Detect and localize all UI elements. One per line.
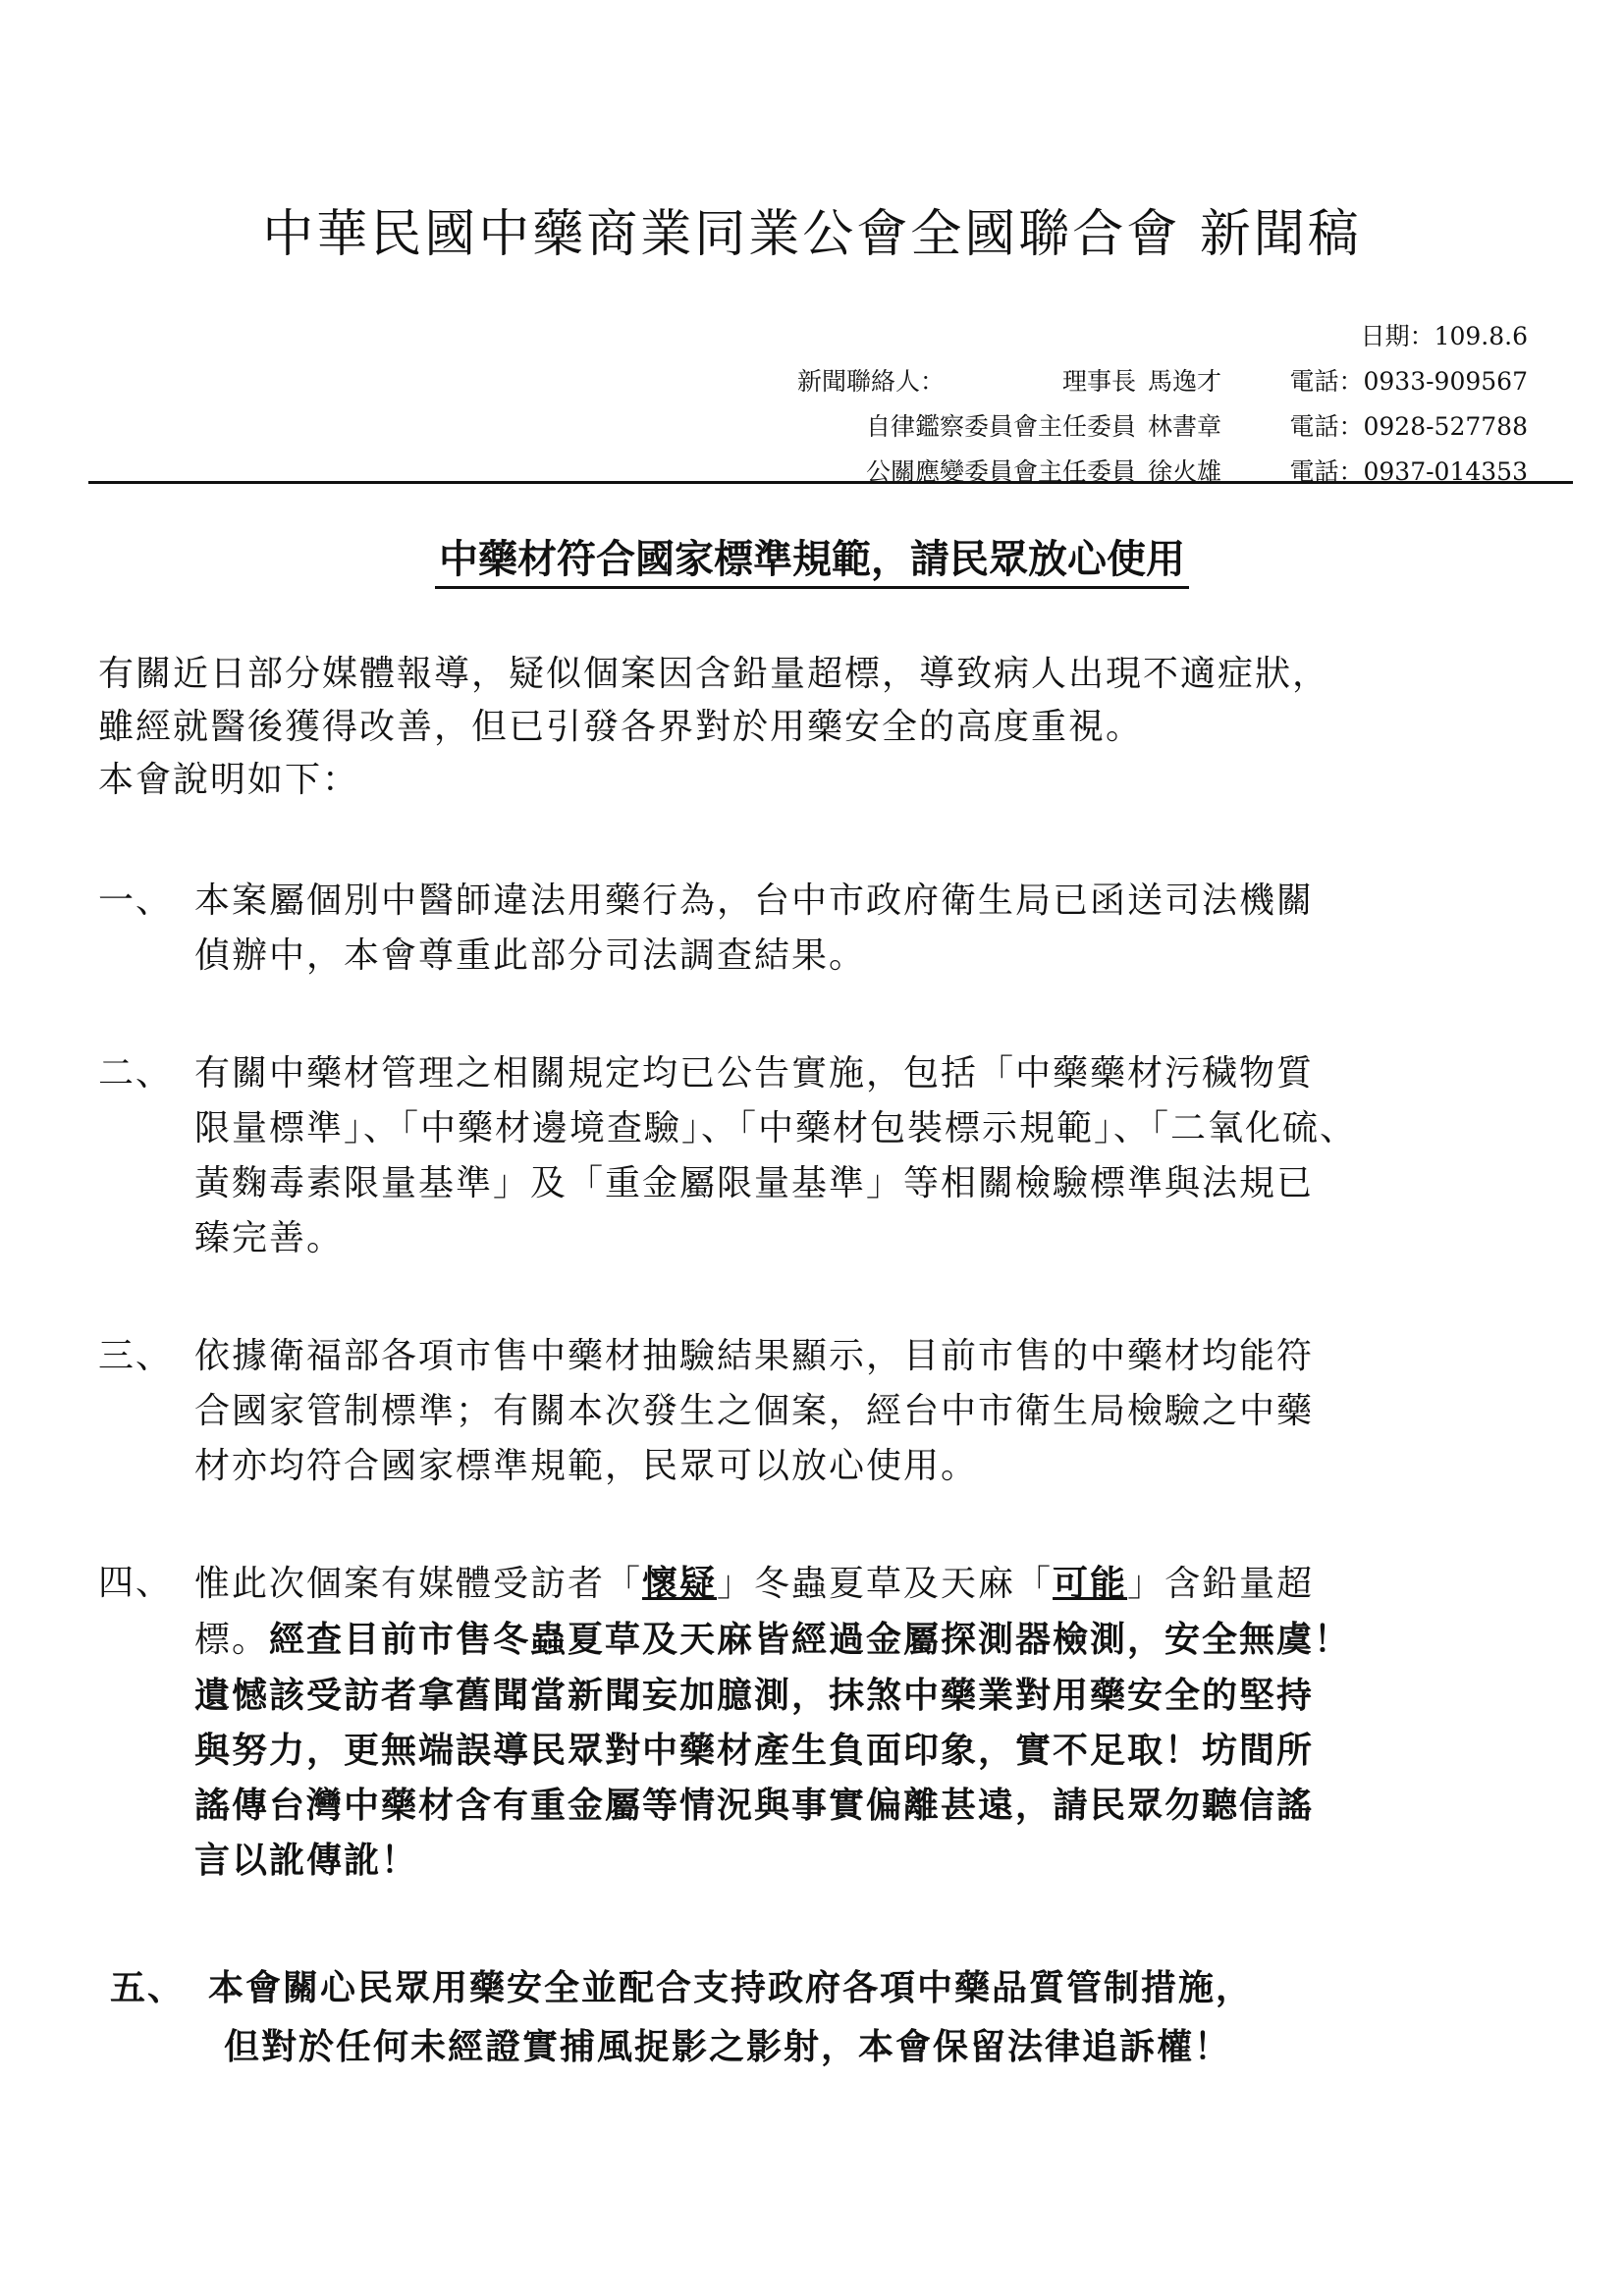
intro-line: 有關近日部分媒體報導，疑似個案因含鉛量超標，導致病人出現不適症狀， [98,654,1330,694]
item-text: 」含鉛量超 [1127,1564,1315,1604]
headline [0,528,1624,584]
item-number: 四、 [98,1563,174,1603]
contact-row [797,404,1528,450]
intro-line: 本會說明如下： [98,760,360,800]
item-body [194,1046,1532,1266]
emphasis-text: 可能 [1053,1563,1128,1604]
item-line: 言以訛傳訛！ [194,1840,419,1881]
item-line: 材亦均符合國家標準規範，民眾可以放心使用。 [194,1446,979,1486]
item-text: 惟此次個案有媒體受訪者「 [194,1564,643,1604]
intro-line: 雖經就醫後獲得改善，但已引發各界對於用藥安全的高度重視。 [98,707,1144,747]
contact-label: 新聞聯絡人： [796,367,945,396]
contact-role: 理事長 [1061,367,1136,396]
document-title: 中華民國中藥商業同業公會全國聯合會 新聞稿 [262,205,1362,264]
contact-row [797,359,1528,404]
item-line: 黃麴毒素限量基準」及「重金屬限量基準」等相關檢驗標準與法規已 [194,1163,1315,1203]
item-five [110,1958,1543,2076]
contact-name: 馬逸才 [1147,367,1221,396]
item-number: 二、 [98,1053,174,1094]
contact-row [797,450,1528,495]
item-four [98,1556,1532,1888]
item-line: 本案屬個別中醫師違法用藥行為，台中市政府衛生局已函送司法機關 [194,881,1315,921]
contact-name: 徐火雄 [1147,457,1221,486]
contact-phone: 電話：0937-014353 [1289,457,1528,486]
item-body [194,1556,1532,1888]
item-line: 依據衛福部各項市售中藥材抽驗結果顯示，目前市售的中藥材均能符 [194,1336,1315,1376]
item-text: 」冬蟲夏草及天麻「 [717,1564,1054,1604]
item-three [98,1329,1532,1494]
item-line [110,1958,1543,2017]
headline-text: 中藥材符合國家標準規範，請民眾放心使用 [435,536,1189,589]
item-number: 三、 [98,1336,174,1376]
item-line: 謠傳台灣中藥材含有重金屬等情況與事實偏離甚遠，請民眾勿聽信謠 [194,1785,1315,1826]
item-line: 偵辦中，本會尊重此部分司法調查結果。 [194,935,867,976]
item-body [194,874,1532,984]
item-line [194,1612,1532,1668]
header-divider [88,481,1573,484]
contact-role: 自律鑑察委員會主任委員 [865,412,1136,441]
intro-paragraph [98,648,1532,807]
item-line: 與努力，更無端誤導民眾對中藥材產生負面印象，實不足取！坊間所 [194,1730,1315,1771]
item-line [194,1556,1532,1612]
item-body [194,1329,1532,1494]
item-line: 限量標準」、「中藥材邊境查驗」、「中藥材包裝標示規範」、「二氧化硫、 [194,1108,1358,1148]
item-line: 但對於任何未經證實捕風捉影之影射，本會保留法律追訴權！ [224,2026,1232,2067]
contact-phone: 電話：0928-527788 [1289,412,1528,441]
item-text: 標。 [194,1620,270,1660]
contact-role: 公關應變委員會主任委員 [865,457,1136,486]
contact-info [797,314,1528,495]
bold-text: 經查目前市售冬蟲夏草及天麻皆經過金屬探測器檢測，安全無虞！ [269,1619,1352,1660]
item-line: 合國家管制標準；有關本次發生之個案，經台中市衛生局檢驗之中藥 [194,1391,1315,1431]
item-line: 有關中藥材管理之相關規定均已公告實施，包括「中藥藥材污穢物質 [194,1053,1315,1094]
item-number: 一、 [98,881,174,921]
item-one [98,874,1532,984]
item-line: 遺憾該受訪者拿舊聞當新聞妄加臆測，抹煞中藥業對用藥安全的堅持 [194,1675,1315,1716]
item-number: 五、 [110,1967,186,2008]
item-text: 本會關心民眾用藥安全並配合支持政府各項中藥品質管制措施， [208,1967,1254,2008]
contact-phone: 電話：0933-909567 [1289,367,1528,396]
release-date: 日期：109.8.6 [1360,322,1528,350]
contact-name: 林書章 [1147,412,1221,441]
item-two [98,1046,1532,1266]
emphasis-text: 懷疑 [642,1563,718,1604]
item-line: 臻完善。 [194,1218,345,1258]
